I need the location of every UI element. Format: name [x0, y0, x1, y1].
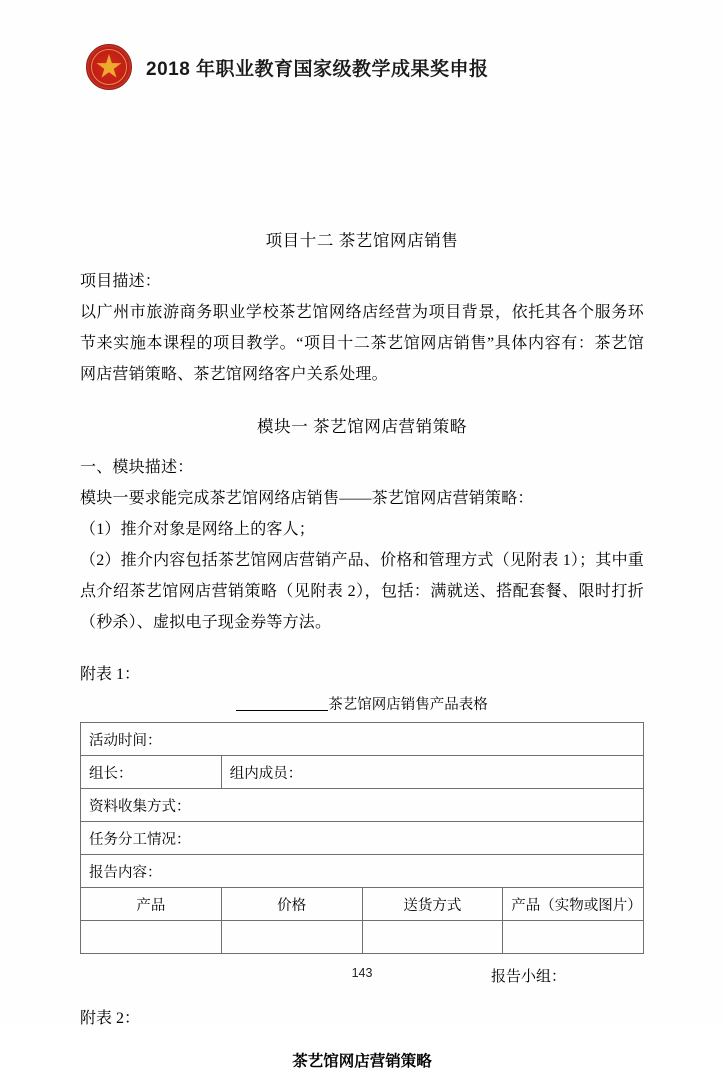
col-header-delivery: 送货方式 — [362, 888, 503, 921]
col-header-price: 价格 — [221, 888, 362, 921]
product-form-table — [80, 722, 644, 954]
caption-blank-line — [236, 710, 328, 711]
field-group-leader: 组长： — [81, 756, 222, 789]
cell-product-image-value — [503, 921, 644, 954]
cell-product-value — [81, 921, 222, 954]
cell-delivery-value — [362, 921, 503, 954]
report-group-label: 报告小组： — [490, 969, 566, 985]
table-row — [81, 855, 644, 888]
document-content — [80, 226, 644, 1076]
col-header-product: 产品 — [81, 888, 222, 921]
header-title: 2018 年职业教育国家级教学成果奖申报 — [146, 58, 489, 80]
table-row — [81, 723, 644, 756]
table-header-row — [81, 888, 644, 921]
col-header-product-image: 产品（实物或图片） — [503, 888, 644, 921]
table-row — [81, 756, 644, 789]
attachment-2-label: 附表 2： — [80, 1010, 141, 1027]
field-report-content: 报告内容： — [81, 855, 644, 888]
project-title: 项目十二 茶艺馆网店销售 — [265, 231, 459, 250]
table-row — [81, 822, 644, 855]
attachment-2-title: 茶艺馆网店营销策略 — [292, 1053, 432, 1070]
field-activity-time: 活动时间： — [81, 723, 644, 756]
field-data-collection: 资料收集方式： — [81, 789, 644, 822]
module-title: 模块一 茶艺馆网店营销策略 — [257, 417, 467, 436]
module-line-1: 模块一要求能完成茶艺馆网络店销售——茶艺馆网店营销策略： — [80, 490, 534, 507]
page-number: 143 — [351, 966, 373, 980]
project-desc-label: 项目描述： — [80, 273, 162, 290]
document-header — [86, 44, 489, 90]
module-line-3: （2）推介内容包括茶艺馆网店营销产品、价格和管理方式（见附表 1）；其中重点介绍茶艺馆网店营销策略（见附表 2），包括：满就送、搭配套餐、限时打折（秒杀）、虚拟电子现金券等方法。 — [80, 552, 644, 631]
module-line-2: （1）推介对象是网络上的客人； — [80, 521, 316, 538]
attachment-1-label: 附表 1： — [80, 666, 141, 683]
table-caption-text: 茶艺馆网店销售产品表格 — [328, 697, 488, 713]
cell-price-value — [221, 921, 362, 954]
module-desc-label: 一、模块描述： — [80, 459, 194, 476]
field-task-division: 任务分工情况： — [81, 822, 644, 855]
table-row — [81, 789, 644, 822]
national-emblem-icon — [86, 44, 132, 90]
field-group-members: 组内成员： — [221, 756, 643, 789]
table-caption — [80, 692, 644, 718]
table-row — [81, 921, 644, 954]
project-desc-body: 以广州市旅游商务职业学校茶艺馆网络店经营为项目背景，依托其各个服务环节来实施本课程的项目教学。“项目十二茶艺馆网店销售”具体内容有：茶艺馆网店营销策略、茶艺馆网络客户关系处理。 — [80, 304, 644, 383]
